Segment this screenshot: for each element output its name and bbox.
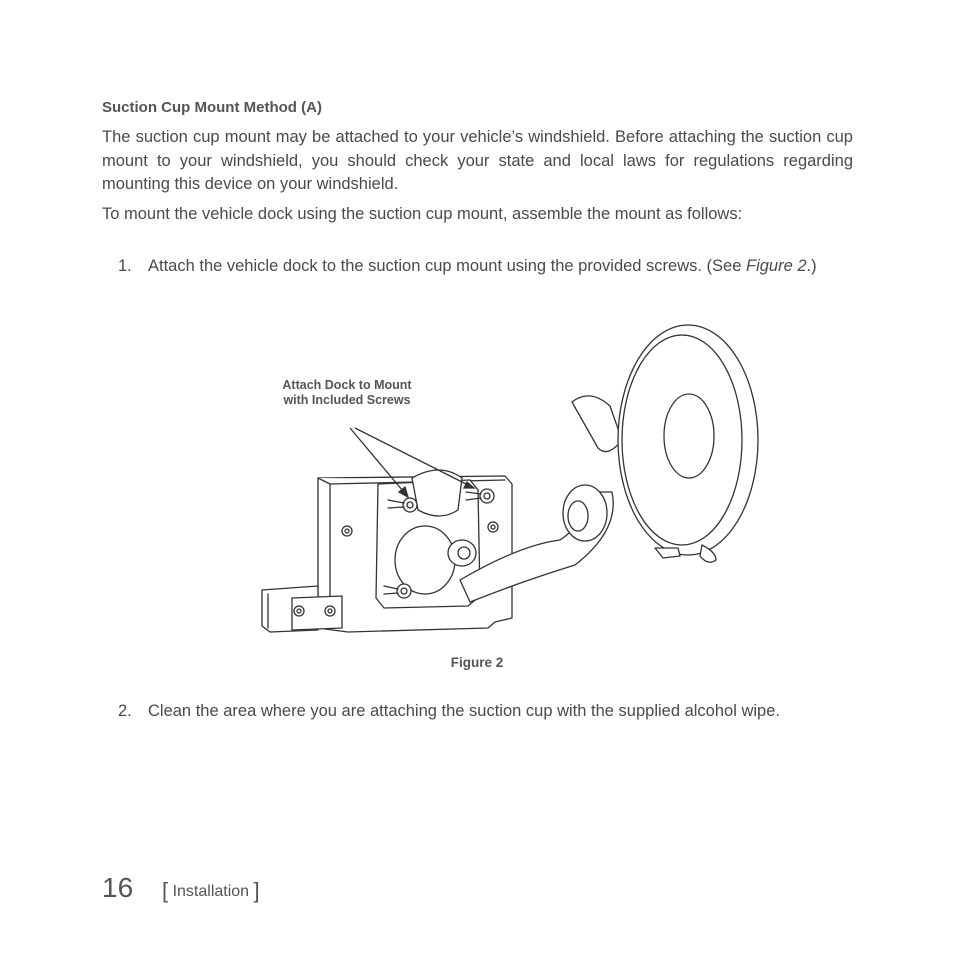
suction-lever: [572, 396, 622, 452]
step-number: 1.: [118, 257, 132, 275]
figure-callout: Attach Dock to Mount with Included Screws: [282, 378, 412, 407]
step-number: 2.: [118, 702, 132, 720]
figure-caption: Figure 2: [450, 655, 504, 670]
bracket-open: [: [162, 878, 169, 903]
figure-reference: Figure 2: [746, 257, 807, 275]
step-2: [118, 700, 853, 748]
assembly-paragraph: To mount the vehicle dock using the suction cup mount, assemble the mount as follows:: [102, 205, 743, 223]
bracket-close: ]: [253, 878, 260, 903]
step-text: Attach the vehicle dock to the suction cup mount using the provided screws. (See Figure 2.): [148, 257, 817, 275]
section-name: Installation: [172, 883, 250, 900]
section-heading: Suction Cup Mount Method (A): [102, 99, 322, 116]
section-label: [162, 876, 260, 902]
step-text: Clean the area where you are attaching the suction cup with the supplied alcohol wipe.: [148, 702, 780, 720]
page-number: 16: [102, 872, 134, 903]
step-1: [118, 255, 853, 303]
intro-paragraph: The suction cup mount may be attached to your vehicle’s windshield. Before attaching the suction cup mount to your windshield, you should check your state and local laws for regulations regarding mounting this device on your windshield.: [102, 128, 853, 193]
suction-mount-illustration: [250, 318, 770, 648]
